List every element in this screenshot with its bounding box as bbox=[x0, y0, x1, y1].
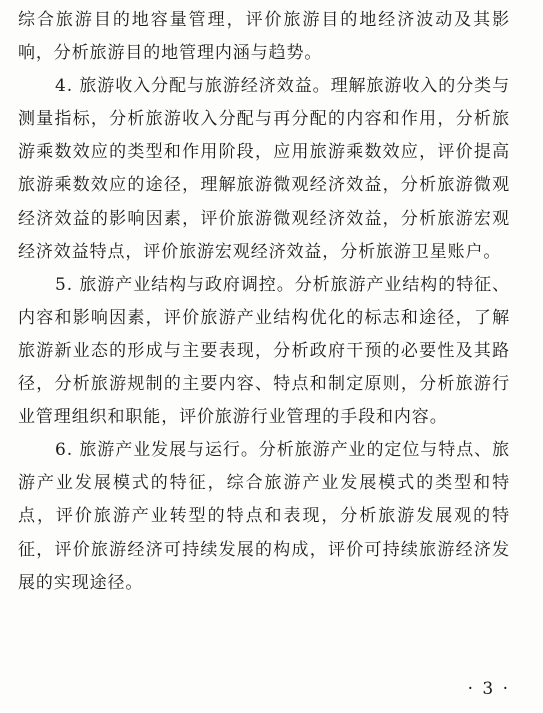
paragraph-4-tourism-income: 4. 旅游收入分配与旅游经济效益。理解旅游收入的分类与测量指标，分析旅游收入分配与再分配的内容和作用，分析旅游乘数效应的类型和作用阶段，应用旅游乘数效应，评价提高旅游乘数效应的途径，理解旅游微观经济效益，分析旅游微观经济效益的影响因素，评价旅游微观经济效益，分析旅游宏观经济效益特点，评价旅游宏观经济效益，分析旅游卫星账户。 bbox=[18, 76, 510, 262]
paragraph-6-industry-development: 6. 旅游产业发展与运行。分析旅游产业的定位与特点、旅游产业发展模式的特征，综合旅游产业发展模式的类型和特点，评价旅游产业转型的特点和表现，分析旅游发展观的特征，评价旅游经济可持续发展的构成，评价可持续旅游经济发展的实现途径。 bbox=[18, 440, 510, 593]
paragraph-5-industry-structure: 5. 旅游产业结构与政府调控。分析旅游产业结构的特征、内容和影响因素，评价旅游产业结构优化的标志和途径，了解旅游新业态的形成与主要表现，分析政府干预的必要性及其路径，分析旅游规制的主要内容、特点和制定原则，分析旅游行业管理组织和职能，评价旅游行业管理的手段和内容。 bbox=[18, 274, 510, 428]
paragraph-continuation: 综合旅游目的地容量管理，评价旅游目的地经济波动及其影响，分析旅游目的地管理内涵与趋势。 bbox=[18, 10, 510, 64]
document-body bbox=[18, 4, 510, 600]
page-number: · 3 · bbox=[467, 679, 510, 699]
